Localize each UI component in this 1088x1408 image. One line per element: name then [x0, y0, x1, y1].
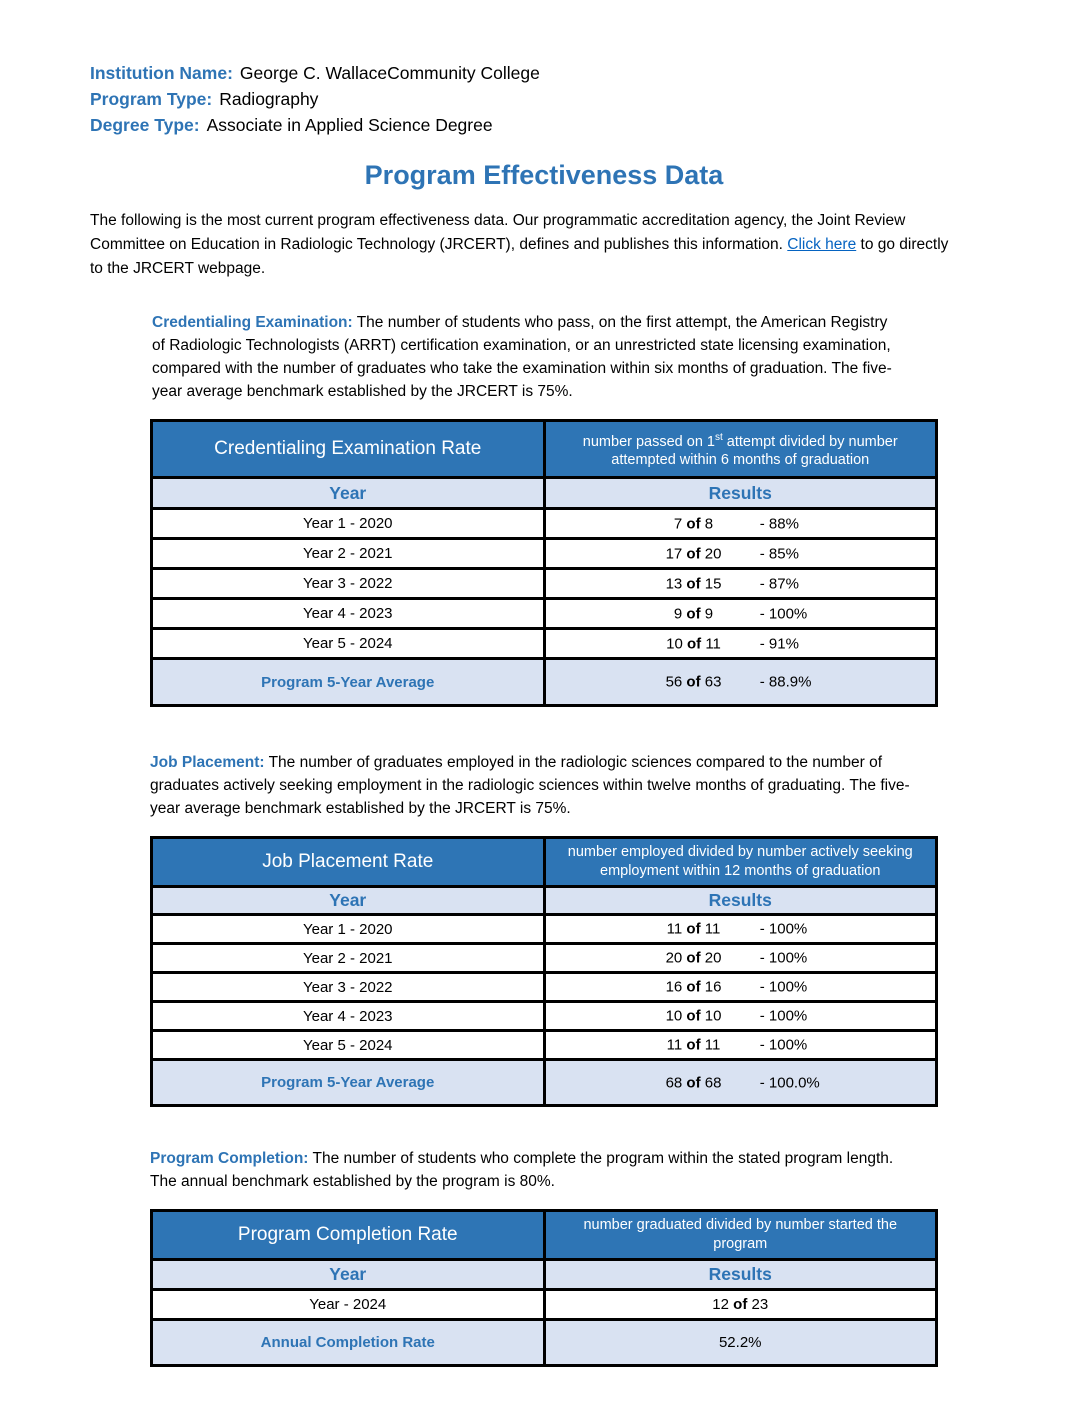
- job-placement-table: [150, 836, 938, 1107]
- program-completion-table: [150, 1209, 938, 1367]
- table-header-row: [152, 1211, 937, 1260]
- of-word: of: [733, 1296, 748, 1313]
- credentialing-label: Credentialing Examination:: [152, 314, 353, 331]
- results-cell: [544, 973, 937, 1002]
- of-word: of: [686, 673, 701, 691]
- numerator: 11: [666, 920, 683, 938]
- denominator: 15: [704, 575, 722, 592]
- table-row: [152, 599, 937, 629]
- summary-label: Annual Completion Rate: [152, 1320, 545, 1366]
- program-completion-table-title: Program Completion Rate: [152, 1211, 545, 1260]
- year-cell: Year 5 - 2024: [152, 1031, 545, 1060]
- results-cell: [544, 1290, 937, 1320]
- fraction: [546, 1296, 936, 1313]
- year-column-header: Year: [152, 887, 545, 915]
- denominator: 23: [751, 1296, 769, 1313]
- denominator: 20: [704, 949, 722, 967]
- institution-value: George C. WallaceCommunity College: [239, 63, 540, 83]
- year-cell: Year 3 - 2022: [152, 973, 545, 1002]
- denominator: 11: [704, 920, 721, 938]
- year-cell: Year 1 - 2020: [152, 509, 545, 539]
- numerator: 56: [665, 673, 683, 691]
- table-header-row: [152, 838, 937, 887]
- of-word: of: [686, 978, 701, 996]
- institution-label: Institution Name:: [90, 63, 233, 83]
- percentage: - 100%: [759, 920, 808, 938]
- table-row: [152, 1031, 937, 1060]
- intro-text-before: The following is the most current program effectiveness data. Our programmatic accreditation agency, the Joint Review Committee on Education in Radiologic Technology (JRCERT), defines and publishes this information.: [90, 212, 906, 253]
- of-word: of: [686, 1036, 701, 1054]
- numerator: 7: [673, 515, 683, 532]
- completion-rate-value: 52.2%: [718, 1334, 762, 1351]
- summary-row: [152, 1320, 937, 1366]
- year-cell: Year 2 - 2021: [152, 539, 545, 569]
- numerator: 12: [712, 1296, 729, 1313]
- table-row: [152, 915, 937, 944]
- numerator: 20: [665, 949, 683, 967]
- credentialing-table: [150, 419, 938, 707]
- program-type-line: [90, 86, 1088, 112]
- summary-row: [152, 1060, 937, 1106]
- denominator: 8: [704, 515, 714, 532]
- year-cell: Year 4 - 2023: [152, 599, 545, 629]
- jrcert-link[interactable]: Click here: [787, 236, 857, 253]
- job-placement-description: The number of graduates employed in the radiologic sciences compared to the number of graduates actively seeking employment in the radiologic sciences within twelve months of graduating. The five-year average benchmark established by the JRCERT is 75%.: [150, 754, 910, 817]
- denominator: 11: [705, 635, 721, 652]
- of-word: of: [686, 545, 701, 562]
- results-cell: [544, 1031, 937, 1060]
- percentage: - 87%: [759, 575, 799, 592]
- of-word: of: [686, 575, 701, 592]
- year-cell: Year 5 - 2024: [152, 629, 545, 659]
- credentialing-paragraph: [152, 311, 892, 403]
- formula-text: number passed on 1: [582, 433, 715, 450]
- credentialing-formula-cell: [544, 421, 937, 478]
- year-cell: Year 4 - 2023: [152, 1002, 545, 1031]
- of-word: of: [686, 920, 701, 938]
- table-row: [152, 539, 937, 569]
- page-title: Program Effectiveness Data: [364, 160, 724, 190]
- results-cell: [544, 569, 937, 599]
- denominator: 9: [704, 605, 714, 622]
- year-cell: Year 3 - 2022: [152, 569, 545, 599]
- of-word: of: [686, 605, 701, 622]
- summary-value-cell: [544, 1320, 937, 1366]
- percentage: - 100.0%: [759, 1074, 820, 1091]
- column-header-row: [152, 887, 937, 915]
- job-placement-table-title: Job Placement Rate: [152, 838, 545, 887]
- intro-paragraph: [90, 209, 958, 281]
- degree-type-label: Degree Type:: [90, 115, 200, 135]
- denominator: 63: [704, 673, 722, 691]
- table-row: [152, 1290, 937, 1320]
- of-word: of: [686, 1074, 701, 1091]
- table-row: [152, 569, 937, 599]
- job-placement-paragraph: [150, 751, 920, 820]
- year-cell: Year 1 - 2020: [152, 915, 545, 944]
- summary-results-cell: [544, 659, 937, 706]
- degree-type-line: [90, 112, 1088, 138]
- year-cell: Year - 2024: [152, 1290, 545, 1320]
- table-row: [152, 509, 937, 539]
- results-cell: [544, 629, 937, 659]
- of-word: of: [686, 1007, 701, 1025]
- formula-text: attempt divided by number attempted within 6 months of graduation: [611, 433, 898, 469]
- credentialing-table-title: Credentialing Examination Rate: [152, 421, 545, 478]
- year-column-header: Year: [152, 478, 545, 509]
- percentage: - 100%: [759, 605, 808, 622]
- institution-line: [90, 60, 1088, 86]
- results-column-header: Results: [544, 1260, 937, 1290]
- summary-results-cell: [544, 1060, 937, 1106]
- job-placement-formula-cell: number employed divided by number actively seeking employment within 12 months of graduation: [544, 838, 937, 887]
- percentage: - 100%: [759, 978, 808, 996]
- credentialing-description: The number of students who pass, on the first attempt, the American Registry of Radiologic Technologists (ARRT) certification examination, or an unrestricted state licensing examination, compared with the number of graduates who take the examination within six months of graduation. The five-year average benchmark established by the JRCERT is 75%.: [152, 314, 892, 400]
- results-column-header: Results: [544, 478, 937, 509]
- program-type-label: Program Type:: [90, 89, 213, 109]
- percentage: - 91%: [759, 635, 799, 652]
- of-word: of: [686, 635, 702, 652]
- table-row: [152, 973, 937, 1002]
- program-completion-description: The number of students who complete the program within the stated program length. The annual benchmark established by the program is 80%.: [150, 1150, 894, 1190]
- denominator: 20: [704, 545, 722, 562]
- results-cell: [544, 599, 937, 629]
- program-completion-paragraph: [150, 1147, 918, 1193]
- year-cell: Year 2 - 2021: [152, 944, 545, 973]
- numerator: 13: [665, 575, 683, 592]
- table-row: [152, 629, 937, 659]
- denominator: 11: [704, 1036, 721, 1054]
- of-word: of: [686, 949, 701, 967]
- numerator: 10: [665, 1007, 683, 1025]
- percentage: - 88.9%: [759, 673, 812, 691]
- numerator: 9: [673, 605, 683, 622]
- year-column-header: Year: [152, 1260, 545, 1290]
- summary-label: Program 5-Year Average: [152, 659, 545, 706]
- denominator: 16: [704, 978, 722, 996]
- numerator: 68: [665, 1074, 683, 1091]
- percentage: - 100%: [759, 949, 808, 967]
- percentage: - 100%: [759, 1036, 808, 1054]
- results-cell: [544, 539, 937, 569]
- denominator: 10: [704, 1007, 722, 1025]
- column-header-row: [152, 478, 937, 509]
- job-placement-label: Job Placement:: [150, 754, 265, 771]
- results-cell: [544, 1002, 937, 1031]
- intro-text-after: to go directly to the JRCERT webpage.: [90, 236, 949, 277]
- column-header-row: [152, 1260, 937, 1290]
- results-cell: [544, 944, 937, 973]
- table-header-row: [152, 421, 937, 478]
- numerator: 16: [665, 978, 683, 996]
- numerator: 17: [665, 545, 683, 562]
- program-completion-label: Program Completion:: [150, 1150, 309, 1167]
- formula-superscript: st: [715, 431, 723, 443]
- of-word: of: [686, 515, 701, 532]
- document-meta: [90, 60, 1088, 138]
- percentage: - 100%: [759, 1007, 808, 1025]
- table-row: [152, 944, 937, 973]
- results-column-header: Results: [544, 887, 937, 915]
- results-cell: [544, 915, 937, 944]
- results-cell: [544, 509, 937, 539]
- table-row: [152, 1002, 937, 1031]
- summary-label: Program 5-Year Average: [152, 1060, 545, 1106]
- program-type-value: Radiography: [219, 89, 319, 109]
- numerator: 10: [666, 635, 683, 652]
- numerator: 11: [666, 1036, 683, 1054]
- summary-row: [152, 659, 937, 706]
- percentage: - 88%: [759, 515, 799, 532]
- denominator: 68: [704, 1074, 722, 1091]
- degree-type-value: Associate in Applied Science Degree: [206, 115, 493, 135]
- program-completion-formula-cell: number graduated divided by number started the program: [544, 1211, 937, 1260]
- percentage: - 85%: [759, 545, 799, 562]
